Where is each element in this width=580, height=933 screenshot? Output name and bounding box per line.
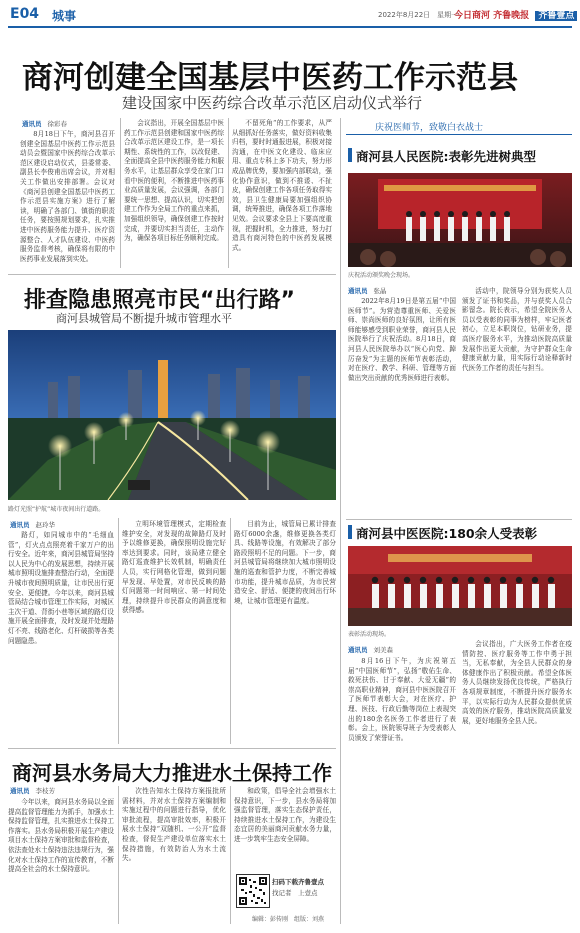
section-name: 城事: [52, 9, 77, 23]
third-column-3: 和政策，倡导全社会增强水土保持意识，下一步，县水务局将加强监督管理，落实生态保护责任，持续推进水土保持工作，为建设生态宜居的美丽商河贡献水务力量，进一步筑牢生态安全屏障。: [234, 787, 336, 843]
column-divider: [118, 786, 119, 924]
second-headline: 排查隐患照亮市民“出行路”: [24, 288, 295, 313]
lead-column-1: 8月18日下午，商河县召开创建全国基层中医药工作示范县动员会暨国家中医药综合改革示范区建设启动仪式，县委常委、副县长李俊甫出席会议，并对相关工作做出安排部署。会议对《商河县创建全国基层中医药工作示范县实施方案》进行了解读，明确了各部门、镇街的职责任务，要按照规划要求，扎实推进中医药服务能力提升、医疗资源整合、人才队伍建设、中医药服务监督考核，确保将有限的中医药事业发展落到实处。: [20, 130, 115, 263]
qr-caption-1: 扫码下载齐鲁壹点: [272, 878, 324, 886]
qr-code[interactable]: [236, 874, 270, 908]
app-brand: 齐鲁壹点: [535, 11, 577, 21]
sidebar-top-byline: 通讯员 张晶: [348, 287, 387, 295]
masthead: [454, 8, 577, 21]
byline-tag: 通讯员: [22, 120, 42, 128]
lead-column-3: 不留死角“的工作要求，从严从细抓好任务落实，做好资料收集归档，要时时通报进展，积极对接沟通，在中医文化建设、临床应用、重点专科上多下功夫，努力形成品牌优势，要加强内部联动，强化协作意识，做到不推诿、不扯皮，确保创建工作各项任务取得实效，县卫生健康局要加强组织协调，统筹推进，确保各项工作落地见效。会议要求全县上下要高度重视，把握时机，全力推进，努力打造具有商河特色的中医药发展模式。: [232, 119, 332, 252]
section-divider: [8, 748, 336, 749]
commendation-photo: [348, 546, 572, 626]
sidebar-mid-column-1: 8月16日下午，为庆祝第五届“中国医师节”，弘扬“敬佑生命、救死扶伤、甘于奉献、大爱无疆”的崇高职业精神，商河县中医医院召开了医师节表彰大会，对在医疗、护理、医技、行政后勤等岗位上表现突出的180余名医务工作者进行了表彰。会上，医院领导班子为受表彰人员颁发了荣誉证书。: [348, 657, 456, 742]
headline-marker: [348, 148, 352, 162]
lead-byline: [22, 119, 67, 128]
column-divider: [230, 518, 231, 744]
column-divider: [118, 518, 119, 744]
sidebar-top-headline: 商河县人民医院:表彰先进树典型: [356, 149, 536, 164]
sidebar-mid-headline: 商河县中医医院:180余人受表彰: [356, 526, 538, 541]
section-divider: [8, 274, 336, 275]
brand-name: 齐鲁晚报: [493, 11, 530, 21]
second-subhead: 商河县城管局不断提升城市管理水平: [56, 312, 232, 325]
third-column-1: 今年以来，商河县水务局以全面提高监督管理能力为抓手，加强水土保持监督管理，扎实推进水土保持工作落实。县水务局积极开展生产建设项目水土保持方案审批和监督检查，依法查处水土保持违法违规行为，强化对水土保持工作的宣传教育，不断提高全社会的水土保持意识。: [8, 798, 114, 874]
column-divider: [230, 786, 231, 924]
sidebar-divider: [340, 118, 341, 924]
page-header: [8, 4, 575, 28]
third-byline: 通讯员 李枝芳: [10, 787, 55, 795]
sidebar-mid-byline: 通讯员 刘美森: [348, 646, 393, 654]
section-divider: [346, 519, 572, 520]
award-ceremony-photo: [348, 173, 572, 267]
banner-rule: [346, 134, 572, 135]
sidebar-top-column-2: 活动中，院领导分别为获奖人员颁发了证书和奖品，并与获奖人员合影留念。院长表示，希望全院医务人员以受表彰的同事为榜样，牢记医者初心，立足本职岗位，钻研业务，提高医疗服务水平，为推动医院高质量发展作出更大贡献，为守护群众生命健康贡献力量，用实际行动诠释新时代医务工作者的责任与担当。: [462, 287, 572, 372]
sidebar-banner: 庆祝医师节，致敬白衣战士: [375, 123, 484, 133]
photo-caption: 路灯光照“护航”城市夜间出行道路。: [8, 506, 105, 513]
paper-name: 今日商河: [454, 11, 491, 21]
street-lights-photo: [8, 330, 336, 500]
qr-caption-2: 找记者 上壹点: [272, 889, 318, 897]
second-column-2: 立明环境管理模式，定期检查维护安全，对发现的故障路灯及时予以维修更换，确保照明设施完好率达到要求。同时，该局建立健全路灯巡查维护长效机制，明确责任人员，实行网格化管理，做到问题早发现、早处置，对市民反映的路灯问题第一时间响应、第一时间处理，持续提升市民群众的满意度和获得感。: [122, 520, 226, 615]
third-headline: 商河县水务局大力推进水土保持工作: [12, 761, 332, 785]
lead-headline: 商河创建全国基层中医药工作示范县: [22, 60, 518, 96]
sidebar-top-column-1: 2022年8月19日是第五届“中国医师节”。为营造尊重医师、关爱医师、崇尚医师的良好氛围，让所有医师能够感受到职业荣誉，商河县人民医院举行了庆祝活动。8月18日，商河县人民医院举办以“医心向党、踔厉奋发”为主题的医师节表彰活动，对在医疗、教学、科研、管理等方面做出突出贡献的优秀医师进行表彰。: [348, 297, 456, 382]
editors-credit: 编辑：彭传刚 组版：刘燕: [252, 916, 325, 923]
photo-caption: 庆祝活动颁奖晚会现场。: [348, 272, 415, 279]
issue-date: 2022年8月22日 星期一: [378, 11, 466, 19]
section-code: E04: [10, 6, 40, 22]
lead-column-2: 会议指出，开展全国基层中医药工作示范县创建和国家中医药综合改革示范区建设工作，是一项长期性、系统性的工作，以改促建、全面提高全县中医药服务能力和服务水平，让基层群众享受在家门口看中医的便利，不断推进中医药事业高质量发展，会议强调，各部门要统一思想、提高认识，切实把创建工作作为全局工作的重点来抓，加强组织领导，确保创建工作按时完成，并要切实担当责任，主动作为，确保各项目标任务顺利完成。: [124, 119, 224, 243]
lead-subhead: 建设国家中医药综合改革示范区启动仪式举行: [122, 94, 423, 112]
second-column-1: 路灯，如同城市中的“毛细血管”，灯火点点照亮着千家万户的出行安全。近年来，商河县城管局坚持以人民为中心的发展思想，持续开展城市照明设施排查整治行动，全面提升城市夜间照明质量，让市民出行更安全、更便捷。今年以来，商河县城管局结合城市管理工作实际，对城区主次干道、背街小巷等区域的路灯设施开展全面排查，及时发现并处理路灯不亮、线路老化、灯杆破损等各类问题隐患。: [8, 531, 114, 645]
column-divider: [120, 118, 121, 268]
photo-caption: 表彰活动现场。: [348, 631, 391, 638]
third-column-2: 次性告知水土保持方案报批所需材料，并对水土保持方案编制和实施过程中的问题进行指导，优化审批流程，提高审批效率，积极开展水土保持“双随机、一公开”监督检查，督促生产建设单位落实水土保持措施，有效防治人为水土流失。: [122, 787, 226, 863]
second-byline: 通讯员 赵玲华: [10, 521, 55, 529]
headline-marker: [348, 525, 352, 539]
second-column-3: 目前为止，城管局已累计排查路灯6000余盏，维修更换各类灯具、线路等设施，有效解决了部分路段照明不足的问题。下一步，商河县城管局将继续加大城市照明设施的巡查和管护力度，不断完善城市功能，提升城市品质，为市民营造安全、舒适、便捷的夜间出行环境，让城市管理更有温度。: [234, 520, 336, 605]
column-divider: [228, 118, 229, 268]
byline-name: 徐彩春: [47, 120, 67, 128]
sidebar-mid-column-2: 会议指出，广大医务工作者在疫情防控、医疗服务等工作中勇于担当，无私奉献，为全县人民群众的身体健康作出了积极贡献。希望全体医务人员继续发扬优良传统，严格执行各项规章制度，不断提升医疗服务水平，以实际行动为人民群众提供优质高效的医疗服务，推动医院高质量发展，更好地服务全县人民。: [462, 640, 572, 725]
